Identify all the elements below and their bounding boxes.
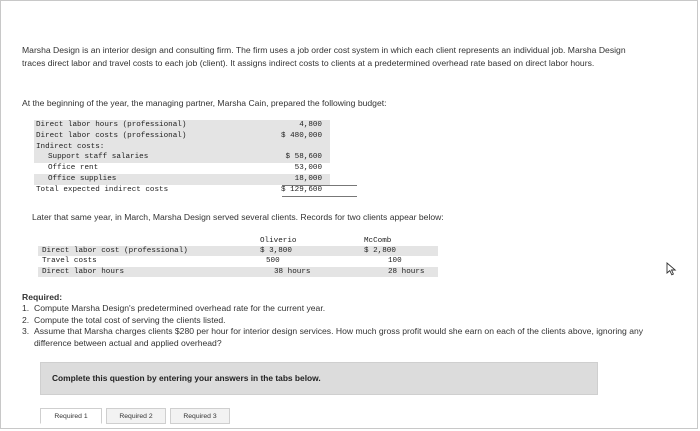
item-text: Compute the total cost of serving the clients listed.	[34, 314, 226, 325]
tab-required-3[interactable]: Required 3	[170, 408, 230, 424]
budget-value: 18,000	[294, 174, 322, 183]
item-text: Assume that Marsha charges clients $280 per hour for interior design services. How much gross profit would she earn on each of the clients above, ignoring any difference between actual and applied overhead?	[34, 326, 644, 348]
mccomb-value: 28 hours	[388, 267, 425, 276]
budget-label: Office supplies	[48, 174, 117, 183]
required-item-2	[22, 315, 662, 326]
oliverio-value: 500	[266, 257, 280, 266]
mccomb-value: 100	[388, 257, 402, 266]
total-rule	[282, 196, 357, 197]
budget-row-labor-costs	[34, 131, 330, 142]
item-text: Compute Marsha Design's predetermined overhead rate for the current year.	[34, 303, 326, 314]
oliverio-value: $ 3,800	[260, 247, 292, 256]
item-number: 1.	[22, 303, 30, 314]
client-header-oliverio: Oliverio	[260, 236, 296, 247]
required-section	[22, 292, 662, 349]
budget-value: 4,800	[299, 121, 322, 129]
tab-required-1[interactable]: Required 1	[40, 408, 102, 424]
budget-label: Total expected indirect costs	[36, 185, 169, 194]
required-item-3	[22, 326, 662, 349]
budget-value: $ 58,600	[285, 153, 322, 162]
later-text: Later that same year, in March, Marsha Design served several clients. Records for two clients appear below:	[32, 212, 444, 222]
budget-row-office-supplies	[34, 174, 330, 185]
clients-row-labor-hours	[38, 267, 438, 277]
budget-label: Support staff salaries	[48, 153, 149, 162]
required-item-1	[22, 303, 662, 314]
instruction-text: Complete this question by entering your answers in the tabs below.	[52, 373, 321, 383]
budget-row-support-staff	[34, 152, 330, 163]
budget-label: Indirect costs:	[36, 142, 105, 151]
clients-row-labor-cost	[38, 246, 438, 256]
required-title: Required:	[22, 292, 63, 302]
budget-table	[34, 120, 330, 196]
tab-required-2[interactable]: Required 2	[106, 408, 166, 424]
budget-value: $ 129,600	[280, 185, 322, 194]
client-header-mccomb: McComb	[364, 236, 431, 247]
budget-row-office-rent	[34, 163, 330, 174]
clients-label: Direct labor cost (professional)	[42, 247, 188, 256]
subtotal-rule	[282, 185, 357, 186]
clients-label: Travel costs	[42, 257, 97, 266]
budget-value: $ 480,000	[280, 131, 322, 140]
mccomb-value: $ 2,800	[364, 247, 396, 256]
item-number: 2.	[22, 314, 30, 325]
budget-row-labor-hours	[34, 120, 330, 131]
budget-row-total-indirect	[34, 185, 330, 196]
instruction-banner	[40, 362, 598, 395]
clients-header-row	[38, 236, 438, 246]
budget-row-indirect-header	[34, 142, 330, 153]
clients-row-travel	[38, 256, 438, 266]
oliverio-value: 38 hours	[274, 267, 311, 276]
budget-label: Direct labor hours (professional)	[36, 121, 187, 129]
budget-label: Office rent	[48, 164, 99, 173]
item-number: 3.	[22, 326, 30, 337]
budget-value: 53,000	[294, 164, 322, 173]
clients-label: Direct labor hours	[42, 267, 125, 276]
intro-paragraph: Marsha Design is an interior design and consulting firm. The firm uses a job order cost system in which each client represents an individual job. Marsha Design traces direct labor and travel costs to each job (client). It assigns indirect costs to clients at a predetermined overhead rate based on direct labor hours.	[22, 45, 626, 68]
budget-lead-text: At the beginning of the year, the managing partner, Marsha Cain, prepared the following budget:	[22, 98, 387, 108]
budget-label: Direct labor costs (professional)	[36, 131, 187, 140]
mouse-cursor-icon	[666, 262, 678, 276]
clients-table	[38, 236, 438, 277]
